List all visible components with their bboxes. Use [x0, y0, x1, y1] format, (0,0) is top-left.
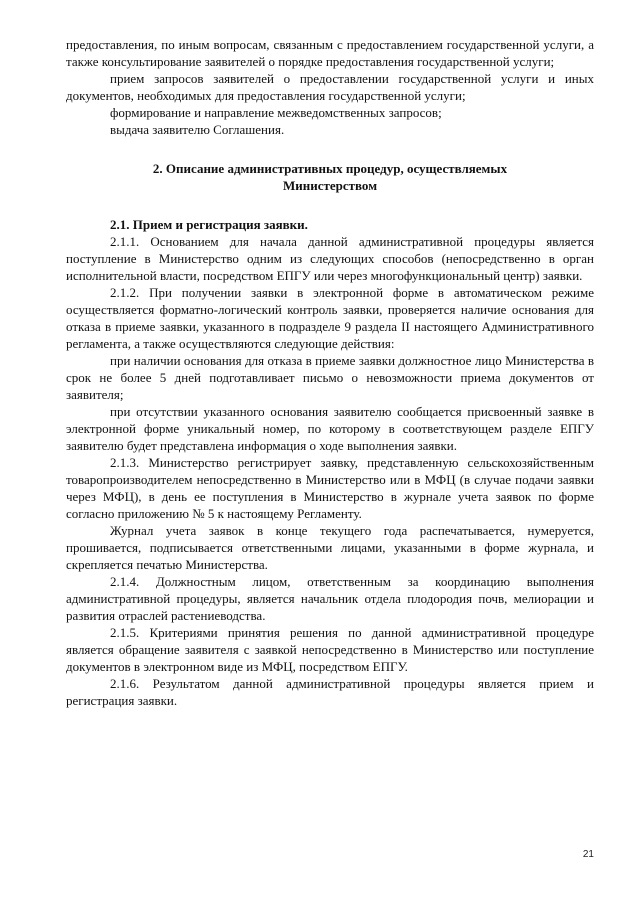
subsection-heading: 2.1. Прием и регистрация заявки.	[110, 217, 308, 232]
paragraph-2-1-2: 2.1.2. При получении заявки в электронной форме в автоматическом режиме осуществляется форматно-логический контроль заявки, проверяется наличие основания для отказа в приеме заявки, указанного в подразделе 9 раздела II настоящего Административного регламента, а также осуществляются следующие действия:	[66, 285, 594, 351]
paragraph-journal: Журнал учета заявок в конце текущего года распечатывается, нумеруется, прошивается, подписывается ответственными лицами, указанными в форме журнала, и скрепляется печатью Министерства.	[66, 523, 594, 572]
page-number: 21	[582, 849, 594, 860]
intro-paragraph-1: предоставления, по иным вопросам, связанным с предоставлением государственной услуги, а также консультирование заявителей о порядке предоставления государственной услуги;	[66, 37, 594, 69]
document-page	[66, 36, 594, 709]
paragraph-no-refusal: при отсутствии указанного основания заявителю сообщается присвоенный заявке в электронной форме уникальный номер, по которому в соответствующем разделе ЕПГУ заявителю будет представлена информация о ходе выполнения заявки.	[66, 404, 594, 453]
paragraph-2-1-4: 2.1.4. Должностным лицом, ответственным за координацию выполнения административной процедуры, является начальник отдела плодородия почв, мелиорации и развития отраслей растениеводства.	[66, 574, 594, 623]
intro-paragraph-4: выдача заявителю Соглашения.	[110, 122, 285, 137]
paragraph-refusal: при наличии основания для отказа в приеме заявки должностное лицо Министерства в срок не более 5 дней подготавливает письмо о невозможности приема документов от заявителя;	[66, 353, 594, 402]
intro-paragraph-2: прием запросов заявителей о предоставлении государственной услуги и иных документов, необходимых для предоставления государственной услуги;	[66, 71, 594, 103]
paragraph-2-1-5: 2.1.5. Критериями принятия решения по данной административной процедуре является обращение заявителя с заявкой непосредственно в Министерство или поступление документов в электронном виде из МФЦ, посредством ЕПГУ.	[66, 625, 594, 674]
paragraph-2-1-6: 2.1.6. Результатом данной административной процедуры является прием и регистрация заявки.	[66, 676, 594, 708]
intro-paragraph-3: формирование и направление межведомственных запросов;	[110, 105, 442, 120]
paragraph-2-1-3: 2.1.3. Министерство регистрирует заявку, представленную сельскохозяйственным товаропроизводителем непосредственно в Министерство или в МФЦ (в случае подачи заявки через МФЦ), в день ее поступления в Министерство в журнале учета заявок по форме согласно приложению № 5 к настоящему Регламенту.	[66, 455, 594, 521]
paragraph-2-1-1: 2.1.1. Основанием для начала данной административной процедуры является поступление в Министерство одним из следующих способов (непосредственно в орган исполнительной власти, посредством ЕПГУ или через многофункциональный центр) заявки.	[66, 234, 594, 283]
section-heading	[66, 160, 594, 194]
section-heading-line-2: Министерством	[282, 178, 378, 193]
section-heading-line-1: 2. Описание административных процедур, осуществляемых	[152, 161, 508, 176]
